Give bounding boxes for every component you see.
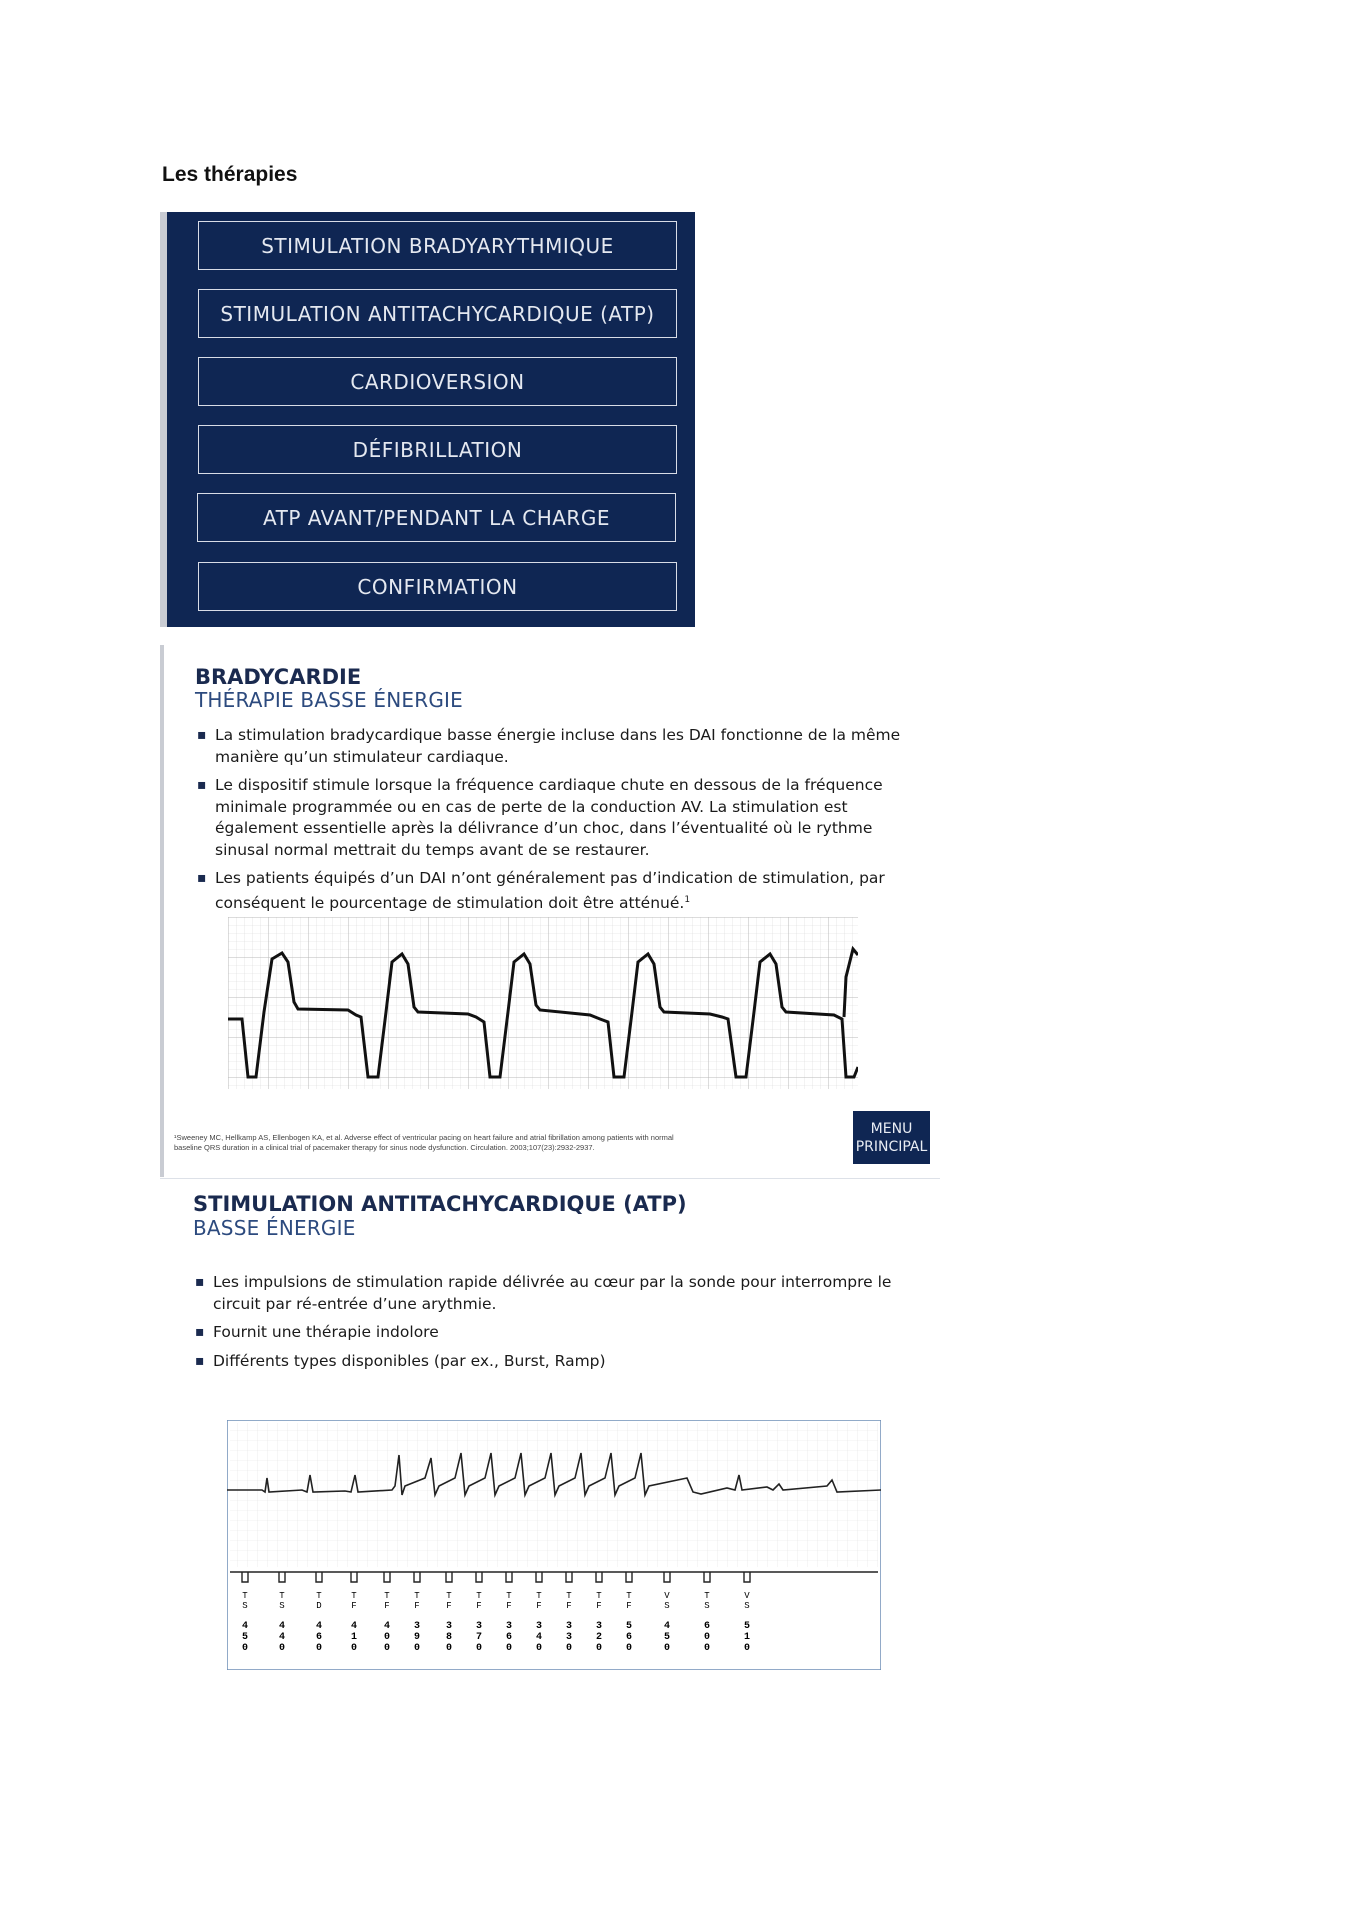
bullet-item: ▪ Les impulsions de stimulation rapide délivrée au cœur par la sonde pour interrompre le circuit par ré-entrée d’une arythmie. [195,1272,915,1315]
interval-value: 0 [565,1643,573,1654]
bullet-item: ▪ Fournit une thérapie indolore [195,1322,915,1344]
interval-value: 0 [413,1643,421,1654]
marker-label: S [279,1601,285,1611]
section-title: Les thérapies [162,163,298,186]
bullet-list [197,725,907,921]
interval-value: 6 [625,1632,633,1643]
slide-bradycardie [160,645,940,1177]
interval-value: 3 [535,1621,543,1632]
marker-label: T [536,1591,542,1601]
interval-value: 5 [625,1621,633,1632]
marker-label: T [316,1591,322,1601]
interval-value: 0 [703,1643,711,1654]
interval-value: 0 [663,1643,671,1654]
marker-label: T [384,1591,390,1601]
interval-value: 9 [413,1632,421,1643]
therapy-menu-panel [160,212,695,627]
interval-value: 3 [445,1621,453,1632]
interval-value: 2 [595,1632,603,1643]
marker-label: F [384,1601,390,1611]
marker-label: T [596,1591,602,1601]
interval-value: 3 [505,1621,513,1632]
interval-value: 0 [535,1643,543,1654]
interval-value: 0 [703,1632,711,1643]
interval-value: 3 [565,1632,573,1643]
bullet-list [195,1272,915,1379]
interval-value: 0 [350,1643,358,1654]
ecg-strip-bradycardia [228,917,858,1089]
marker-label: F [566,1601,572,1611]
menu-principal-button[interactable]: MENU PRINCIPAL [853,1111,930,1164]
menu-button-confirmation[interactable]: CONFIRMATION [198,562,677,611]
interval-value: 4 [663,1621,671,1632]
interval-value: 4 [315,1621,323,1632]
interval-value: 0 [445,1643,453,1654]
marker-label: T [566,1591,572,1601]
slide-title: BRADYCARDIE [195,665,362,689]
marker-label: F [351,1601,357,1611]
slide-subtitle: THÉRAPIE BASSE ÉNERGIE [195,688,463,712]
menu-button-atp-avant-pendant-charge[interactable]: ATP AVANT/PENDANT LA CHARGE [197,493,676,542]
slide-atp [160,1178,940,1679]
footnote: ¹Sweeney MC, Hellkamp AS, Ellenbogen KA, et al. Adverse effect of ventricular pacing on heart failure and atrial fibrillation among patients with normal baseline QRS duration in a clinical trial of pacemaker therapy for sinus node dysfunction. Circulation. 2003;107(23):2932-2937. [174,1133,674,1152]
interval-value: 4 [350,1621,358,1632]
marker-label: F [476,1601,482,1611]
interval-value: 3 [595,1621,603,1632]
interval-value: 4 [241,1621,249,1632]
interval-value: 5 [663,1632,671,1643]
interval-value: 8 [445,1632,453,1643]
interval-value: 6 [505,1632,513,1643]
interval-value: 7 [475,1632,483,1643]
marker-label: T [446,1591,452,1601]
marker-label: F [626,1601,632,1611]
marker-label: S [744,1601,750,1611]
marker-label: F [596,1601,602,1611]
marker-label: F [446,1601,452,1611]
interval-value: 4 [278,1632,286,1643]
marker-label: D [316,1601,322,1611]
marker-label: T [626,1591,632,1601]
interval-value: 6 [315,1632,323,1643]
interval-value: 4 [535,1632,543,1643]
slide-subtitle: BASSE ÉNERGIE [193,1216,356,1240]
interval-value: 0 [475,1643,483,1654]
bullet-item: ▪ La stimulation bradycardique basse énergie incluse dans les DAI fonctionne de la même manière qu’un stimulateur cardiaque. [197,725,907,768]
marker-label: F [414,1601,420,1611]
interval-value: 6 [703,1621,711,1632]
marker-label: F [536,1601,542,1611]
interval-value: 4 [278,1621,286,1632]
marker-label: T [506,1591,512,1601]
interval-value: 1 [743,1632,751,1643]
marker-label: T [242,1591,248,1601]
interval-value: 0 [383,1643,391,1654]
marker-label: V [664,1591,670,1601]
interval-value: 0 [595,1643,603,1654]
marker-label: F [506,1601,512,1611]
slide-title: STIMULATION ANTITACHYCARDIQUE (ATP) [193,1192,687,1216]
menu-button-cardioversion[interactable]: CARDIOVERSION [198,357,677,406]
menu-button-defibrillation[interactable]: DÉFIBRILLATION [198,425,677,474]
marker-label: S [242,1601,248,1611]
marker-label: S [704,1601,710,1611]
interval-value: 0 [278,1643,286,1654]
marker-label: S [664,1601,670,1611]
interval-value: 0 [315,1643,323,1654]
ecg-strip-atp [227,1420,881,1670]
marker-label: T [476,1591,482,1601]
bullet-item: ▪ Différents types disponibles (par ex., Burst, Ramp) [195,1351,915,1373]
interval-value: 5 [743,1621,751,1632]
marker-label: V [744,1591,750,1601]
interval-value: 0 [383,1632,391,1643]
marker-label: T [704,1591,710,1601]
footnote-marker: 1 [684,894,691,905]
interval-value: 0 [241,1643,249,1654]
interval-value: 3 [565,1621,573,1632]
marker-label: T [351,1591,357,1601]
marker-label: T [414,1591,420,1601]
menu-button-stimulation-bradyarythmique[interactable]: STIMULATION BRADYARYTHMIQUE [198,221,677,270]
marker-label: T [279,1591,285,1601]
interval-value: 0 [743,1643,751,1654]
bullet-item: ▪ Les patients équipés d’un DAI n’ont généralement pas d’indication de stimulation, par conséquent le pourcentage de stimulation doit être atténué.$^1$ [197,868,907,914]
interval-value: 0 [625,1643,633,1654]
menu-button-stimulation-antitachycardique[interactable]: STIMULATION ANTITACHYCARDIQUE (ATP) [198,289,677,338]
interval-value: 3 [475,1621,483,1632]
interval-value: 5 [241,1632,249,1643]
interval-value: 3 [413,1621,421,1632]
interval-value: 1 [350,1632,358,1643]
bullet-item: ▪ Le dispositif stimule lorsque la fréquence cardiaque chute en dessous de la fréquence minimale programmée ou en cas de perte de la conduction AV. La stimulation est également essentielle après la délivrance d’un choc, dans l’éventualité où le rythme sinusal normal mettrait du temps avant de se restaurer. [197,775,907,861]
interval-value: 4 [383,1621,391,1632]
interval-value: 0 [505,1643,513,1654]
